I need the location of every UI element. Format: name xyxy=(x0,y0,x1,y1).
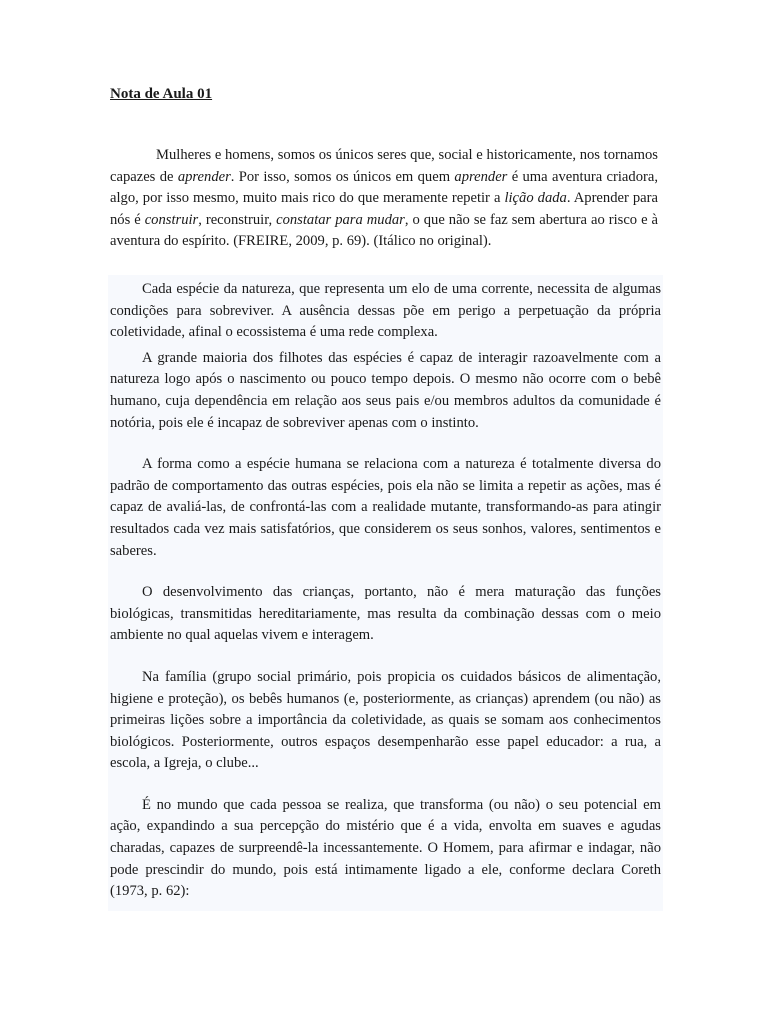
paragraph-filhotes: A grande maioria dos filhotes das espécies é capaz de interagir razoavelmente com a natureza logo após o nascimento ou pouco tempo depois. O mesmo não ocorre com o bebê humano, cuja dependência em relação aos seus pais e/ou membros adultos da comunidade é notória, pois ele é incapaz de sobreviver apenas com o instinto. xyxy=(110,349,661,431)
paragraph-desenvolvimento: O desenvolvimento das crianças, portanto, não é mera maturação das funções biológicas, transmitidas hereditariamente, mas resulta da combinação dessas com o meio ambiente no qual aquelas vivem e interagem. xyxy=(110,584,661,644)
quote-italic-part: aprender xyxy=(177,168,231,185)
body-text xyxy=(108,275,663,911)
quote-part: Mulheres e homens, somos os únicos seres que, social e historicamente, nos tornamos capazes de xyxy=(110,147,658,185)
paragraph-ecossistema: Cada espécie da natureza, que representa um elo de uma corrente, necessita de algumas condições para sobreviver. A ausência dessas põe em perigo a perpetuação da própria coletividade, afinal o ecossistema é uma rede complexa. xyxy=(110,281,661,341)
quote-part: . Aprender para nós é xyxy=(110,190,658,228)
quote-part: . Por isso, somos os únicos em quem xyxy=(230,168,455,185)
quote-italic-part: construir xyxy=(144,211,199,228)
quote-italic-part: lição dada xyxy=(504,190,567,207)
freire-quote xyxy=(110,145,658,253)
quote-part: é uma aventura criadora, algo, por isso mesmo, muito mais rico do que meramente repetir a xyxy=(110,168,658,207)
quote-italic-part: constatar para mudar xyxy=(276,211,405,228)
document-title: Nota de Aula 01 xyxy=(110,86,213,102)
quote-part: , o que não se faz sem abertura ao risco e à aventura do espírito. (FREIRE, 2009, p. 69). (Itálico no original). xyxy=(110,211,658,250)
paragraph-especie-humana: A forma como a espécie humana se relaciona com a natureza é totalmente diversa do padrão de comportamento das outras espécies, pois ela não se limita a repetir as ações, mas é capaz de avaliá-las, de confrontá-las com a realidade mutante, transformando-as para atingir resultados cada vez mais satisfatórios, que considerem os seus sonhos, valores, sentimentos e saberes. xyxy=(110,456,661,559)
quote-italic-part: aprender xyxy=(454,168,508,185)
quote-part: , reconstruir, xyxy=(198,211,277,228)
paragraph-mundo: É no mundo que cada pessoa se realiza, que transforma (ou não) o seu potencial em ação, expandindo a sua percepção do mistério que é a vida, envolta em suaves e agudas charadas, capazes de surpreendê-la incessantemente. O Homem, para afirmar e indagar, não pode prescindir do mundo, pois está intimamente ligado a ele, conforme declara Coreth (1973, p. 62): xyxy=(110,796,661,900)
paragraph-familia: Na família (grupo social primário, pois propicia os cuidados básicos de alimentação, higiene e proteção), os bebês humanos (e, posteriormente, as crianças) aprendem (ou não) as primeiras lições sobre a importância da coletividade, as quais se somam aos conhecimentos biológicos. Posteriormente, outros espaços desempenharão esse papel educador: a rua, a escola, a Igreja, o clube... xyxy=(110,668,661,772)
